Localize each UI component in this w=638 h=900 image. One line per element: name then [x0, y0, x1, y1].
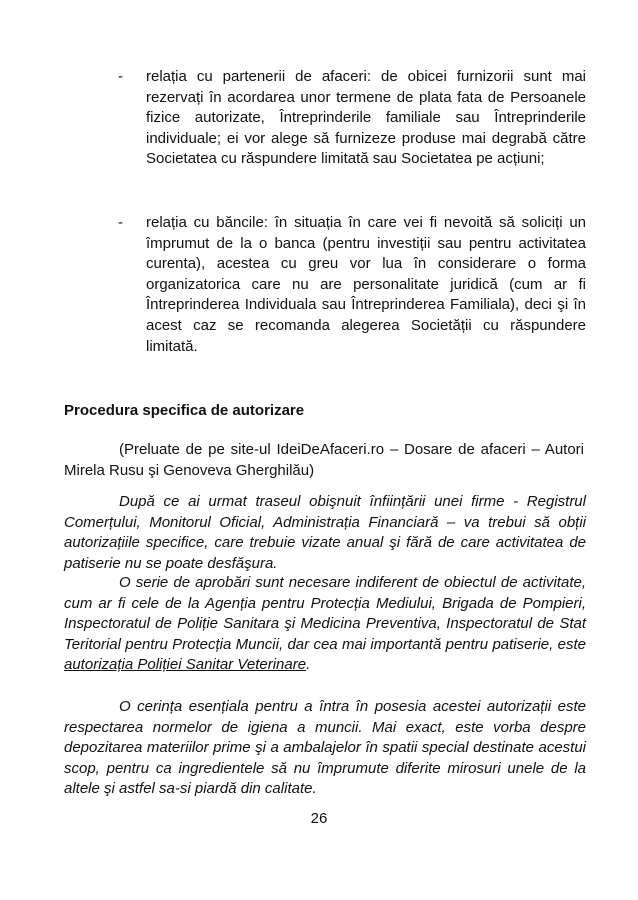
underlined-authorization: autorizația Poliției Sanitar Veterinare — [64, 656, 307, 674]
paragraph-approvals — [64, 573, 586, 676]
source-note: (Preluate de pe site-ul IdeiDeAfaceri.ro – Dosare de afaceri – Autori Mirela Rusu şi Genoveva Gherghilău) — [64, 441, 584, 479]
paragraph-text-end: . — [306, 656, 311, 674]
page-number: 26 — [310, 810, 328, 827]
paragraph-text: O serie de aprobări sunt necesare indiferent de obiectul de activitate, cum ar fi cele de la Agenția pentru Protecția Mediului, Brigada de Pompieri, Inspectoratul de Poliție Sanitara şi Medicina Preventiva, Inspectoratul de Stat Teritorial pentru Protecția Muncii, dar cea mai importantă pentru patiserie, este — [64, 574, 586, 653]
bullet-dash: - — [118, 68, 123, 85]
paragraph-hygiene: O cerința esențiala pentru a întra în posesia acestei autorizații este respectarea normelor de igiena a muncii. Mai exact, este vorba despre depozitarea materiilor prime şi a ambalajelor în spatii special destinate acestui scop, pentru ca ingredientele să nu împrumute diferite mirosuri unele de la altele şi astfel sa-si piardă din calitate. — [64, 698, 586, 798]
section-heading: Procedura specifica de autorizare — [64, 402, 305, 419]
bullet-text: relația cu partenerii de afaceri: de obicei furnizorii sunt mai rezervați în acordarea unor termene de plata fata de Persoanele fizice autorizate, Întreprinderile familiale sau Întreprinderile individuale; ei vor alege să furnizeze produse mai degrabă către Societatea cu răspundere limitată sau Societatea pe acțiuni; — [146, 68, 586, 168]
paragraph-registration: După ce ai urmat traseul obişnuit înființării unei firme - Registrul Comerțului, Monitorul Oficial, Administrația Financiară – va trebui să obții autorizațiile specifice, care trebuie vizate anual şi fără de care activitatea de patiserie nu se poate desfăşura. — [64, 493, 586, 572]
bullet-dash: - — [118, 214, 123, 231]
bullet-item-partners — [118, 67, 586, 170]
bullet-text: relația cu băncile: în situația în care vei fi nevoită să soliciți un împrumut de la o banca (pentru investiții sau pentru activitatea curenta), acestea cu greu vor lua în considerare o forma organizatorica care nu are personalitate juridică (cum ar fi Întreprinderea Individuala sau Întreprinderea Familiala), deci şi în acest caz se recomanda alegerea Societății cu răspundere limitată. — [146, 214, 586, 355]
bullet-item-banks — [118, 213, 586, 357]
